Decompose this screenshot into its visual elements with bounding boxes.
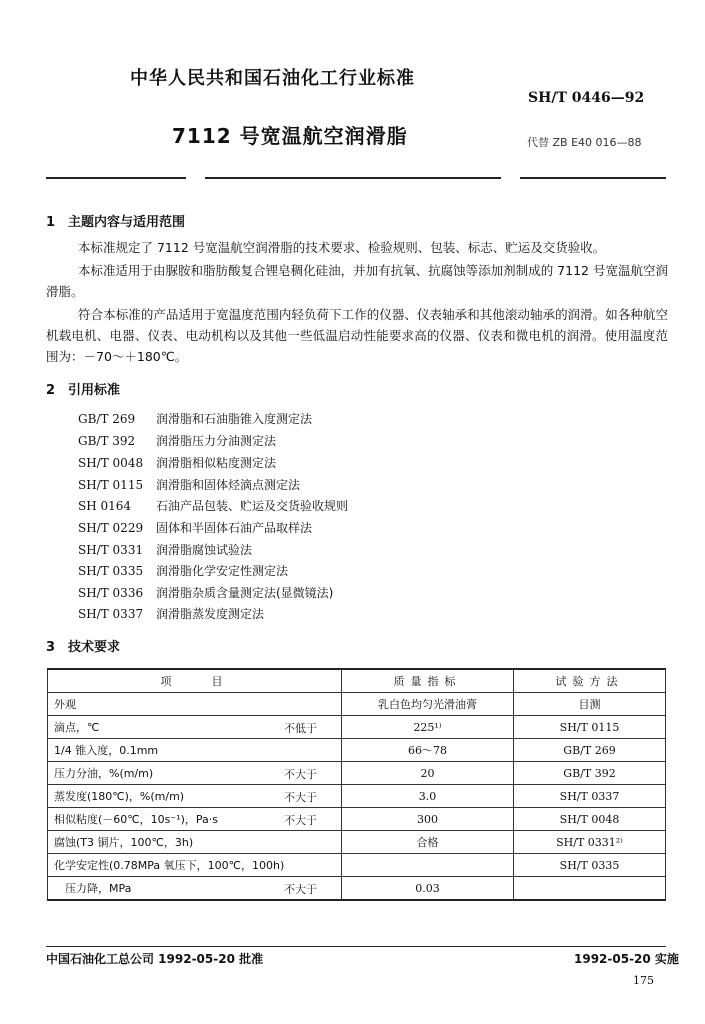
- section-1-heading: [46, 211, 185, 230]
- section-1-paragraph: 本标准规定了 7112 号宽温航空润滑脂的技术要求、检验规则、包装、标志、贮运及交货验收。: [78, 240, 606, 255]
- reference-item: SH 0164 石油产品包装、贮运及交货验收规则: [78, 499, 349, 513]
- footer-rule: [46, 946, 666, 947]
- approval-note: 中国石油化工总公司 1992-05-20 批准: [46, 952, 264, 966]
- section-title: 引用标准: [68, 383, 121, 398]
- header-rule-middle: [205, 177, 501, 179]
- table-header-row: [48, 669, 666, 693]
- column-header: 项 目: [48, 669, 342, 693]
- page-number: 175: [633, 974, 654, 987]
- header-rule-right: [520, 177, 666, 179]
- replaces-note: 代替 ZB E40 016—88: [527, 136, 642, 149]
- column-header: 试验方法: [514, 669, 666, 693]
- table-row: 压力分油，%(m/m) 不大于 20 GB/T 392: [48, 762, 666, 785]
- reference-item: SH/T 0048 润滑脂相似粘度测定法: [78, 456, 277, 470]
- implementation-date: 1992-05-20 实施: [574, 952, 679, 966]
- reference-item: SH/T 0115 润滑脂和固体烃滴点测定法: [78, 478, 301, 492]
- reference-item: SH/T 0337 润滑脂蒸发度测定法: [78, 607, 265, 621]
- section-1-paragraph: 符合本标准的产品适用于宽温度范围内轻负荷下工作的仪器、仪表轴承和其他滚动轴承的润滑。如各种航空机载电机、电器、仪表、电动机构以及其他一些低温启动性能要求高的仪器、仪表和微电机的润滑。使用温度范围为：－70～＋180℃。: [46, 307, 668, 364]
- document-title: 7112 号宽温航空润滑脂: [172, 124, 408, 148]
- reference-item: SH/T 0335 润滑脂化学安定性测定法: [78, 564, 289, 578]
- section-number: 2: [46, 383, 56, 398]
- section-number: 1: [46, 215, 56, 230]
- section-1-paragraph: 本标准适用于由脲胺和脂肪酸复合锂皂稠化硅油，并加有抗氧、抗腐蚀等添加剂制成的 7112 号宽温航空润滑脂。: [46, 263, 668, 299]
- table-row: 外观 乳白色均匀光滑油膏 目测: [48, 693, 666, 716]
- table-row: 蒸发度(180℃)，%(m/m) 不大于 3.0 SH/T 0337: [48, 785, 666, 808]
- reference-item: SH/T 0229 固体和半固体石油产品取样法: [78, 521, 313, 535]
- issuing-body: 中华人民共和国石油化工行业标准: [130, 68, 415, 89]
- section-3-heading: [46, 636, 120, 655]
- standard-number: SH/T 0446—92: [528, 90, 645, 106]
- specification-table: [47, 668, 666, 901]
- column-header: 质量指标: [342, 669, 514, 693]
- section-number: 3: [46, 640, 56, 655]
- table-row: 1/4 锥入度，0.1mm 66～78 GB/T 269: [48, 739, 666, 762]
- section-2-heading: [46, 379, 120, 398]
- header-rule-left: [46, 177, 186, 179]
- section-title: 主题内容与适用范围: [68, 215, 186, 230]
- reference-item: GB/T 392 润滑脂压力分油测定法: [78, 434, 277, 448]
- table-row: 化学安定性(0.78MPa 氧压下，100℃，100h) SH/T 0335: [48, 854, 666, 877]
- reference-item: SH/T 0331 润滑脂腐蚀试验法: [78, 543, 253, 557]
- reference-item: SH/T 0336 润滑脂杂质含量测定法(显微镜法): [78, 586, 334, 600]
- reference-item: GB/T 269 润滑脂和石油脂锥入度测定法: [78, 412, 313, 426]
- table-row: 压力降，MPa 不大于 0.03: [48, 877, 666, 901]
- table-row: 腐蚀(T3 铜片，100℃，3h) 合格 SH/T 0331²⁾: [48, 831, 666, 854]
- table-row: 相似粘度(－60℃，10s⁻¹)，Pa·s 不大于 300 SH/T 0048: [48, 808, 666, 831]
- table-row: 滴点，℃ 不低于 225¹⁾ SH/T 0115: [48, 716, 666, 739]
- section-title: 技术要求: [68, 640, 121, 655]
